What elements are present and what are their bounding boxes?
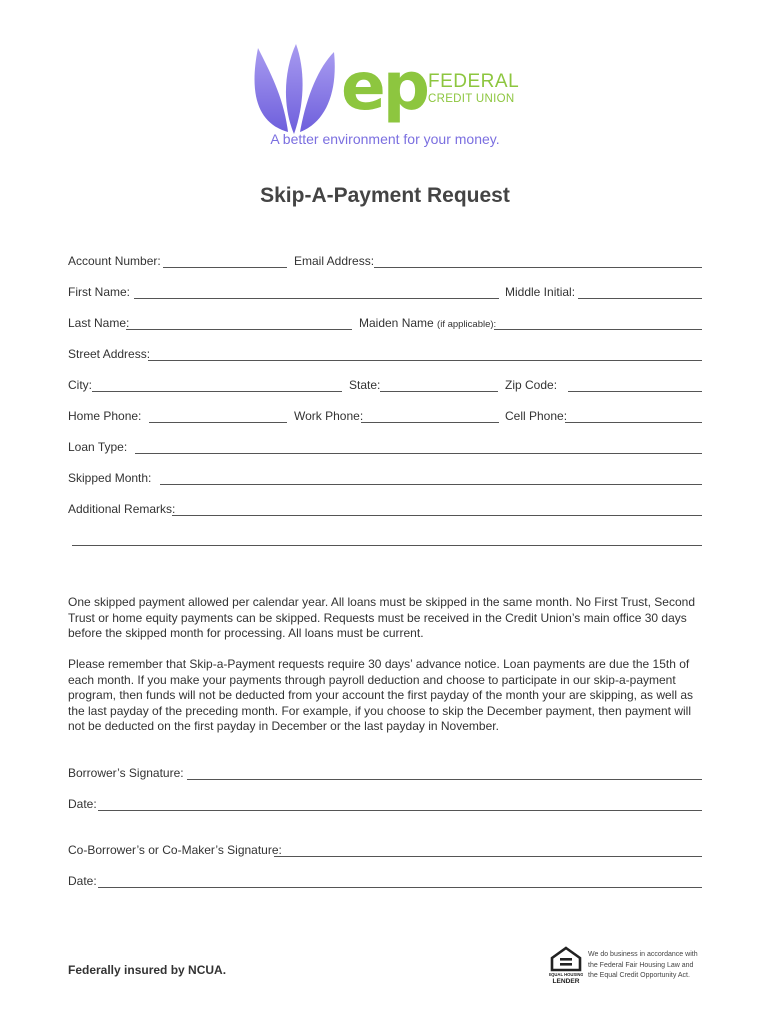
equal-housing-house-icon — [549, 946, 583, 984]
date-label-2: Date: — [68, 874, 97, 888]
account-email-row — [68, 252, 702, 270]
date-field-2[interactable] — [98, 887, 702, 888]
tagline: A better environment for your money. — [270, 131, 500, 147]
skipped-month-label: Skipped Month: — [68, 471, 152, 485]
maiden-name-note: (if applicable): — [437, 319, 497, 330]
loan-type-label: Loan Type: — [68, 440, 128, 454]
skipped-month-field[interactable] — [160, 484, 702, 485]
account-number-field[interactable] — [163, 267, 287, 268]
borrower-signature-field[interactable] — [187, 779, 702, 780]
maiden-name-field[interactable] — [494, 329, 702, 330]
city-field[interactable] — [92, 391, 342, 392]
cell-phone-label: Cell Phone: — [505, 409, 568, 423]
ehl-bottom-text: LENDER — [552, 978, 580, 984]
date-label-1: Date: — [68, 797, 97, 811]
skipped-month-row — [68, 469, 702, 487]
fair-housing-note — [588, 950, 738, 982]
first-name-field[interactable] — [134, 298, 499, 299]
coborrower-signature-label: Co-Borrower’s or Co-Maker’s Signature: — [68, 843, 282, 857]
borrower-signature-label: Borrower’s Signature: — [68, 766, 184, 780]
coborrower-signature-field[interactable] — [274, 856, 702, 857]
first-name-row — [68, 283, 702, 301]
work-phone-field[interactable] — [361, 422, 499, 423]
loan-type-row — [68, 438, 702, 456]
policy-paragraph-2: Please remember that Skip-a-Payment requests require 30 days’ advance notice. Loan payments are due the 15th of each month. If you make your payments through payroll deduction and choose to participate in our skip-a-payment program, then funds will not be deducted from your account the first payday of the month your are skipping, as well as the last payday of the preceding month. For example, if you choose to skip the December payment, then payment will not be deducted on the first payday in December or the last payday in November. — [68, 657, 694, 734]
additional-remarks-field-2[interactable] — [72, 545, 702, 546]
form-title: Skip-A-Payment Request — [260, 184, 510, 207]
last-name-row — [68, 314, 702, 332]
additional-remarks-row — [68, 500, 702, 518]
zip-code-field[interactable] — [568, 391, 702, 392]
logo-ep-wordmark: ep — [341, 48, 428, 125]
work-phone-label: Work Phone: — [294, 409, 364, 423]
middle-initial-label: Middle Initial: — [505, 285, 576, 299]
logo-federal-text: FEDERAL — [428, 71, 520, 92]
account-number-label: Account Number: — [68, 254, 161, 268]
street-address-row — [68, 345, 702, 363]
city-state-zip-row — [68, 376, 702, 394]
coborrower-signature-row — [68, 841, 702, 859]
email-address-label: Email Address: — [294, 254, 375, 268]
last-name-field[interactable] — [126, 329, 352, 330]
city-label: City: — [68, 378, 92, 392]
cell-phone-field[interactable] — [565, 422, 702, 423]
state-label: State: — [349, 378, 381, 392]
middle-initial-field[interactable] — [578, 298, 702, 299]
ehl-top-text: EQUAL HOUSING — [549, 972, 583, 977]
phone-row — [68, 407, 702, 425]
date-row-2 — [68, 872, 702, 890]
street-address-field[interactable] — [148, 360, 702, 361]
loan-type-field[interactable] — [135, 453, 702, 454]
zip-code-label: Zip Code: — [505, 378, 558, 392]
state-field[interactable] — [380, 391, 498, 392]
last-name-label: Last Name: — [68, 316, 130, 330]
additional-remarks-field[interactable] — [172, 515, 702, 516]
borrower-signature-row — [68, 764, 702, 782]
email-address-field[interactable] — [374, 267, 702, 268]
ncua-statement: Federally insured by NCUA. — [68, 963, 227, 977]
policy-paragraph-1: One skipped payment allowed per calendar year. All loans must be skipped in the same month. No First Trust, Second Trust or home equity payments can be skipped. Requests must be received in the Credit Union’s main office 30 days before the skipped month for processing. All loans must be current. — [68, 595, 695, 641]
first-name-label: First Name: — [68, 285, 131, 299]
date-row-1 — [68, 795, 702, 813]
home-phone-label: Home Phone: — [68, 409, 142, 423]
fair-housing-line-2: the Federal Fair Housing Law and — [588, 961, 694, 969]
fair-housing-line-3: the Equal Credit Opportunity Act. — [588, 972, 690, 979]
logo-credit-union-text: CREDIT UNION — [428, 93, 515, 105]
home-phone-field[interactable] — [149, 422, 287, 423]
maiden-name-label: Maiden Name (if applicable): — [359, 316, 497, 330]
additional-remarks-row-2 — [68, 530, 702, 548]
leaf-mark-icon — [248, 40, 340, 135]
street-address-label: Street Address: — [68, 347, 151, 361]
date-field-1[interactable] — [98, 810, 702, 811]
additional-remarks-label: Additional Remarks: — [68, 502, 176, 516]
fair-housing-line-1: We do business in accordance with — [588, 951, 698, 958]
equal-housing-lender-logo — [549, 946, 583, 984]
